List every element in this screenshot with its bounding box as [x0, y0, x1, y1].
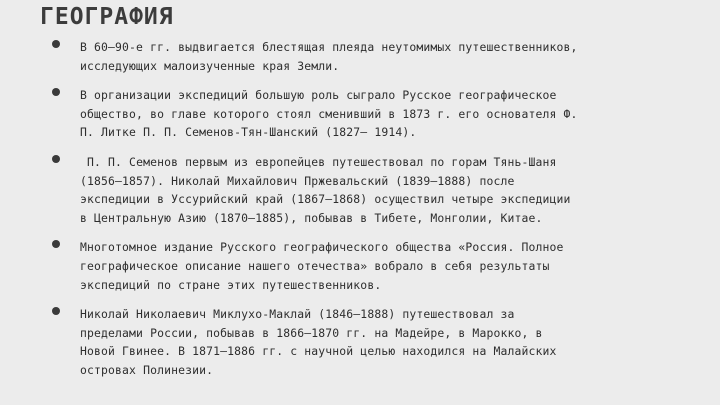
bullet-item — [52, 305, 692, 379]
bullet-text: Многотомное издание Русского географического общества «Россия. Полное географическое описание нашего отечества» вобрало в себя результаты экспедиций по стране этих путешественников. — [80, 240, 564, 292]
bullet-text: В организации экспедиций большую роль сыграло Русское географическое общество, во главе которого стоял сменивший в 1873 г. его основателя Ф. П. Литке П. П. Семенов-Тян-Шанский (1827— 1914). — [80, 88, 578, 140]
bullet-dot-icon — [52, 40, 60, 48]
bullet-item — [52, 238, 692, 294]
bullet-item — [52, 153, 692, 227]
bullet-text: П. П. Семенов первым из европейцев путешествовал по горам Тянь-Шаня (1856—1857). Николай Михайлович Пржевальский (1839—1888) после экспедиции в Уссурийский край (1867—1868) осуществил четыре экспедиции в Центральную Азию (1870—1885), побывав в Тибете, Монголии, Китае. — [80, 154, 571, 225]
bullet-dot-icon — [52, 88, 60, 96]
bullet-list — [52, 38, 692, 391]
bullet-text: В 60—90-е гг. выдвигается блестящая плеяда неутомимых путешественников, исследующих малоизученные края Земли. — [80, 40, 578, 73]
bullet-item — [52, 86, 692, 142]
bullet-dot-icon — [52, 307, 60, 315]
bullet-text: Николай Николаевич Миклухо-Маклай (1846—1888) путешествовал за пределами России, побывав в 1866—1870 гг. на Мадейре, в Марокко, в Новой Гвинее. В 1871—1886 гг. с научной целью находился на Малайских островах Полинезии. — [80, 307, 557, 377]
bullet-dot-icon — [52, 155, 60, 163]
bullet-item — [52, 38, 692, 75]
slide-title: ГЕОГРАФИЯ — [40, 4, 174, 30]
bullet-dot-icon — [52, 240, 60, 248]
